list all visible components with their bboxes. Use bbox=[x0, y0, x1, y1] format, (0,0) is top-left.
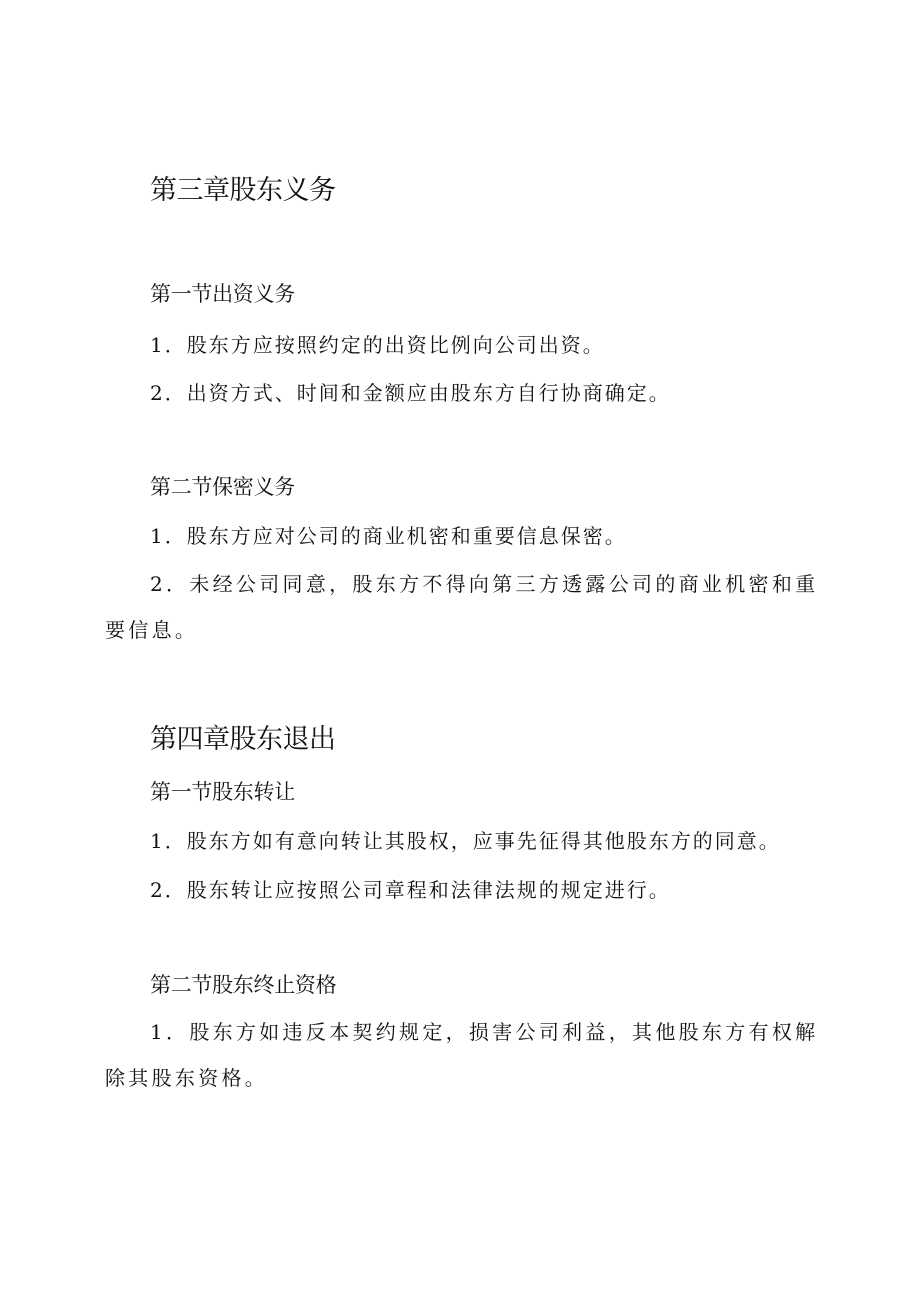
chapter-4-section-2-title: 第二节股东终止资格 bbox=[150, 973, 337, 997]
chapter-4-section-1-item-1: 1．股东方如有意向转让其股权，应事先征得其他股东方的同意。 bbox=[150, 829, 781, 853]
chapter-4-title: 第四章股东退出 bbox=[150, 724, 336, 755]
chapter-3-title: 第三章股东义务 bbox=[150, 175, 336, 206]
chapter-3-section-1-item-1: 1．股东方应按照约定的出资比例向公司出资。 bbox=[150, 333, 605, 357]
chapter-3-section-1-item-2: 2．出资方式、时间和金额应由股东方自行协商确定。 bbox=[150, 381, 671, 405]
chapter-4-section-1-title: 第一节股东转让 bbox=[150, 780, 295, 804]
chapter-4-section-1-item-2: 2．股东转让应按照公司章程和法律法规的规定进行。 bbox=[150, 878, 671, 902]
chapter-3-section-2-item-2: 2．未经公司同意，股东方不得向第三方透露公司的商业机密和重要信息。 bbox=[105, 572, 819, 642]
chapter-3-section-1-title: 第一节出资义务 bbox=[150, 282, 295, 306]
chapter-3-section-2-item-1: 1．股东方应对公司的商业机密和重要信息保密。 bbox=[150, 524, 627, 548]
chapter-3-section-2-title: 第二节保密义务 bbox=[150, 475, 295, 499]
chapter-4-section-2-item-1: 1．股东方如违反本契约规定，损害公司利益，其他股东方有权解除其股东资格。 bbox=[105, 1020, 819, 1090]
